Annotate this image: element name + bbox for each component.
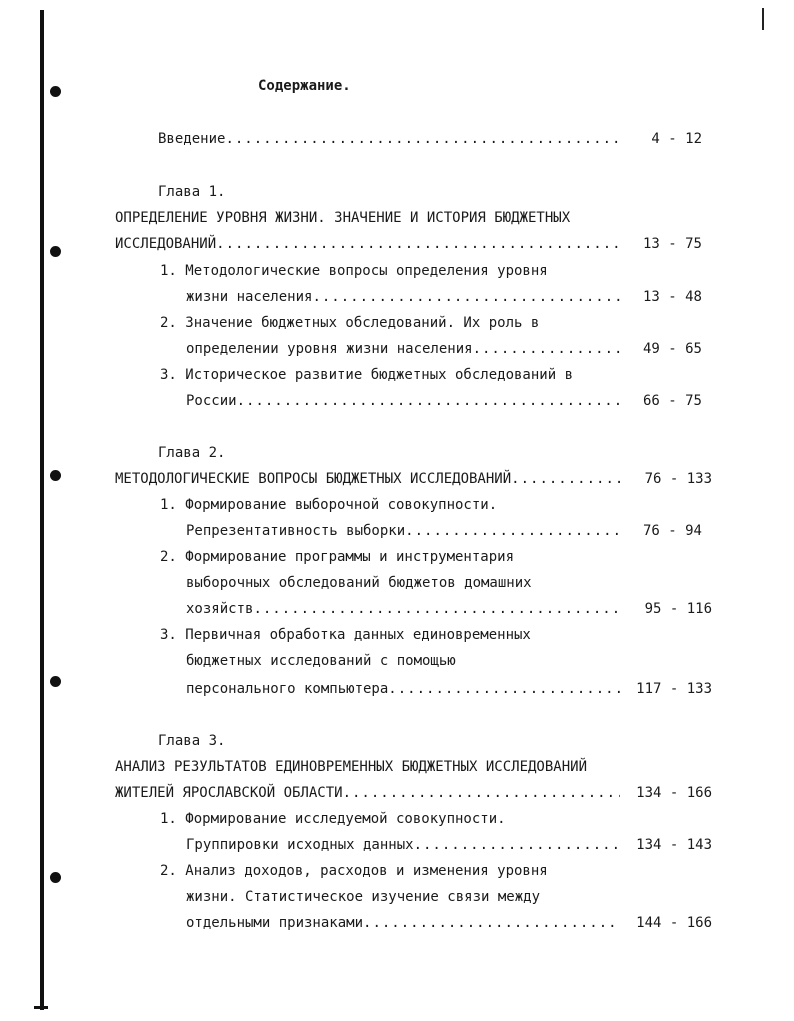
chapter-title-last <box>115 784 620 802</box>
toc-page-range: 117 - 133 <box>636 681 712 697</box>
chapter-heading: Глава 3. <box>158 733 226 749</box>
toc-page-range: 134 - 166 <box>636 785 712 801</box>
section-title: бюджетных исследований с помощью <box>186 653 456 669</box>
toc-entry-label: Введение <box>158 131 226 147</box>
toc-page-range: 13 - 75 <box>642 236 702 252</box>
toc-page-range: 76 - 133 <box>644 471 712 487</box>
punch-hole <box>50 470 61 481</box>
section-title-text: Группировки исходных данных <box>186 837 414 853</box>
section-title: 3. Историческое развитие бюджетных обследований в <box>160 367 574 383</box>
section-title-last <box>186 836 620 854</box>
toc-page-range: 13 - 48 <box>642 289 702 305</box>
section-title: жизни. Статистическое изучение связи между <box>186 889 541 905</box>
section-title: 2. Анализ доходов, расходов и изменения уровня <box>160 863 548 879</box>
chapter-title-last <box>115 470 620 488</box>
section-title-last <box>186 392 620 410</box>
section-title-text: Репрезентативность выборки <box>186 523 406 539</box>
section-title: 1. Формирование выборочной совокупности. <box>160 497 498 513</box>
section-title: выборочных обследований бюджетов домашних <box>186 575 532 591</box>
toc-page-range: 134 - 143 <box>636 837 712 853</box>
toc-entry-intro <box>158 130 620 148</box>
chapter-title-text: МЕТОДОЛОГИЧЕСКИЕ ВОПРОСЫ БЮДЖЕТНЫХ ИССЛЕДОВАНИЙ <box>115 471 512 487</box>
punch-hole <box>50 246 61 257</box>
page-title: Содержание. <box>258 78 351 94</box>
section-title: 1. Методологические вопросы определения уровня <box>160 263 548 279</box>
toc-page-range: 66 - 75 <box>642 393 702 409</box>
punch-hole <box>50 872 61 883</box>
section-title-last <box>186 288 620 306</box>
chapter-heading: Глава 2. <box>158 445 226 461</box>
section-title-text: отдельными признаками <box>186 915 364 931</box>
toc-page-range: 144 - 166 <box>636 915 712 931</box>
toc-page-range: 4 - 12 <box>651 131 702 147</box>
section-title-last <box>186 914 620 932</box>
section-title-last <box>186 340 620 358</box>
punch-hole <box>50 676 61 687</box>
toc-page-range: 95 - 116 <box>644 601 712 617</box>
section-title-text: России <box>186 393 237 409</box>
chapter-title-last <box>115 235 620 253</box>
chapter-heading: Глава 1. <box>158 184 226 200</box>
section-title: 2. Формирование программы и инструментария <box>160 549 515 565</box>
section-title-last <box>186 600 620 618</box>
toc-page-range: 49 - 65 <box>642 341 702 357</box>
section-title-text: определении уровня жизни населения <box>186 341 473 357</box>
chapter-title: ОПРЕДЕЛЕНИЕ УРОВНЯ ЖИЗНИ. ЗНАЧЕНИЕ И ИСТОРИЯ БЮДЖЕТНЫХ <box>115 210 571 226</box>
toc-page-range: 76 - 94 <box>642 523 702 539</box>
section-title-last <box>186 680 620 698</box>
section-title-text: хозяйств <box>186 601 254 617</box>
binding-line <box>40 10 44 1010</box>
section-title-last <box>186 522 620 540</box>
section-title: 3. Первичная обработка данных единовременных <box>160 627 531 643</box>
chapter-title: АНАЛИЗ РЕЗУЛЬТАТОВ ЕДИНОВРЕМЕННЫХ БЮДЖЕТНЫХ ИССЛЕДОВАНИЙ <box>115 759 588 775</box>
section-title: 2. Значение бюджетных обследований. Их роль в <box>160 315 540 331</box>
section-title-text: персонального компьютера <box>186 681 389 697</box>
chapter-title-text: ЖИТЕЛЕЙ ЯРОСЛАВСКОЙ ОБЛАСТИ <box>115 785 343 801</box>
chapter-title-text: ИССЛЕДОВАНИЙ <box>115 236 217 252</box>
corner-mark <box>762 8 764 30</box>
binding-foot <box>34 1006 48 1009</box>
section-title: 1. Формирование исследуемой совокупности. <box>160 811 506 827</box>
section-title-text: жизни населения <box>186 289 313 305</box>
